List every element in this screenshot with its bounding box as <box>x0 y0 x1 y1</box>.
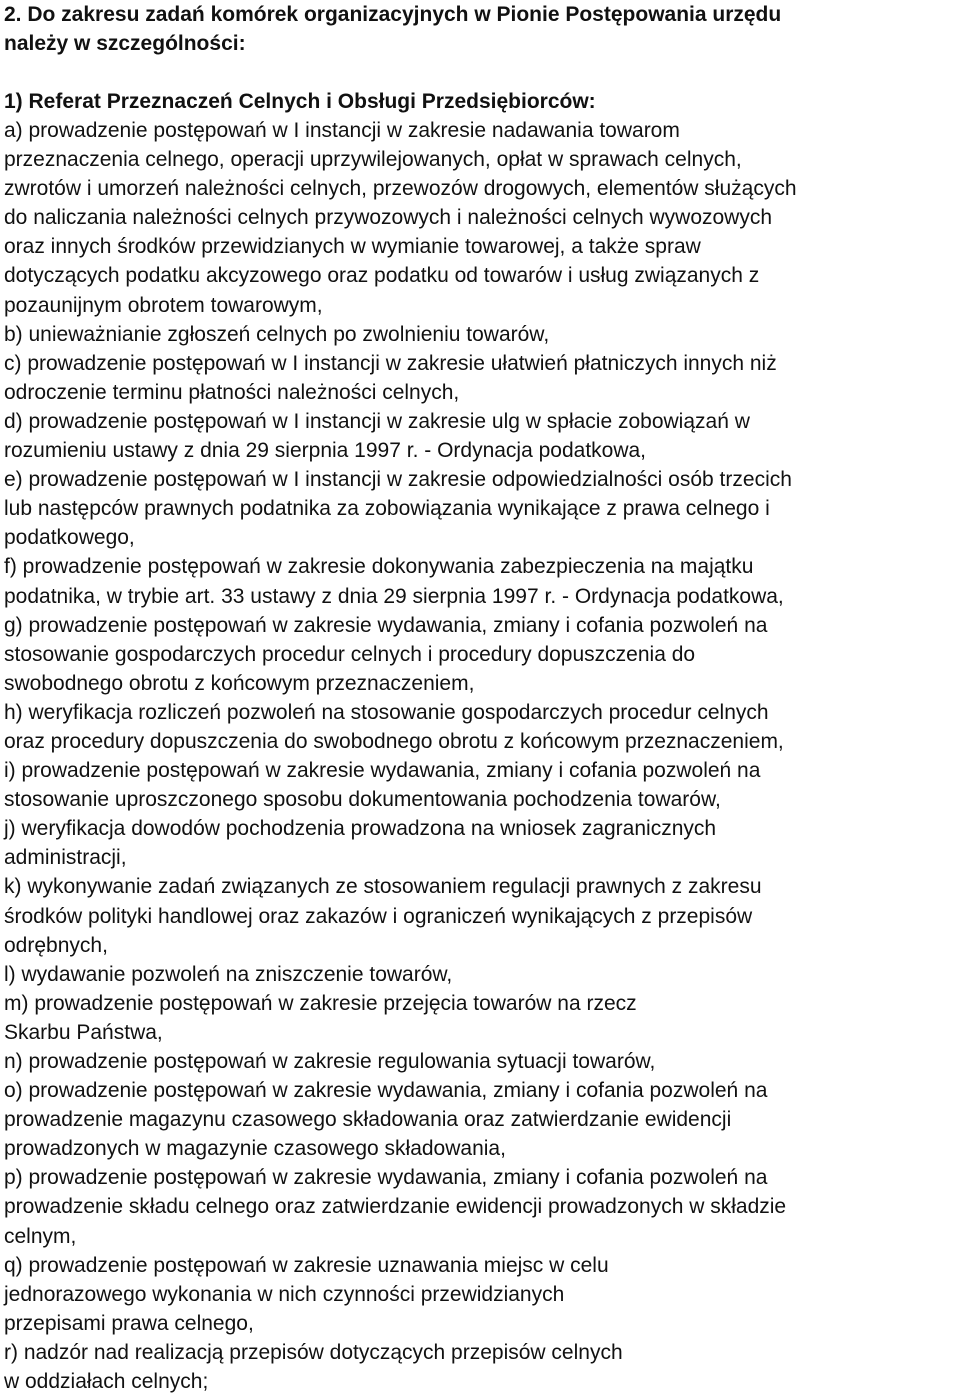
task-list-item-line: dotyczących podatku akcyzowego oraz podatku od towarów i usług związanych z <box>4 264 760 288</box>
heading-line: należy w szczególności: <box>4 32 246 55</box>
task-list-item-line: jednorazowego wykonania w nich czynności przewidzianych <box>4 1282 565 1306</box>
task-list-item-line: przeznaczenia celnego, operacji uprzywilejowanych, opłat w sprawach celnych, <box>4 148 742 172</box>
task-list-item-line: podatkowego, <box>4 526 135 550</box>
task-list-item-line: celnym, <box>4 1224 77 1248</box>
task-list-item-line: c) prowadzenie postępowań w I instancji w zakresie ułatwień płatniczych innych niż <box>4 351 777 375</box>
task-list-item <box>4 1076 956 1163</box>
task-list-item-line: przepisami prawa celnego, <box>4 1311 254 1335</box>
task-list-item <box>4 1047 956 1076</box>
task-list-item-line: b) unieważnianie zgłoszeń celnych po zwolnieniu towarów, <box>4 322 550 346</box>
task-list-item <box>4 989 956 1047</box>
task-list-item-line: stosowanie gospodarczych procedur celnych i procedury dopuszczenia do <box>4 642 696 666</box>
task-list-item-line: prowadzonych w magazynie czasowego składowania, <box>4 1137 506 1161</box>
heading-line: 2. Do zakresu zadań komórek organizacyjnych w Pionie Postępowania urzędu <box>4 3 782 26</box>
task-list-item-line: stosowanie uproszczonego sposobu dokumentowania pochodzenia towarów, <box>4 788 721 812</box>
task-list-item-line: rozumieniu ustawy z dnia 29 sierpnia 1997 r. - Ordynacja podatkowa, <box>4 439 647 463</box>
task-list-item-line: do naliczania należności celnych przywozowych i należności celnych wywozowych <box>4 206 773 230</box>
task-list-item-line: f) prowadzenie postępowań w zakresie dokonywania zabezpieczenia na majątku <box>4 555 754 579</box>
task-list-item <box>4 698 956 756</box>
task-list-item-line: zwrotów i umorzeń należności celnych, przewozów drogowych, elementów służących <box>4 177 797 201</box>
section-title: 1) Referat Przeznaczeń Celnych i Obsługi Przedsiębiorców: <box>4 90 596 113</box>
task-list-item-line: i) prowadzenie postępowań w zakresie wydawania, zmiany i cofania pozwoleń na <box>4 759 761 783</box>
task-list-item-line: podatnika, w trybie art. 33 ustawy z dnia 29 sierpnia 1997 r. - Ordynacja podatkowa, <box>4 584 784 608</box>
task-list-item-line: oraz innych środków przewidzianych w wymianie towarowej, a także spraw <box>4 235 701 259</box>
document-heading <box>4 0 956 58</box>
task-list-item-line: j) weryfikacja dowodów pochodzenia prowadzona na wniosek zagranicznych <box>4 817 717 841</box>
task-list-item-line: odroczenie terminu płatności należności celnych, <box>4 380 460 404</box>
task-list-item-line: d) prowadzenie postępowań w I instancji w zakresie ulg w spłacie zobowiązań w <box>4 409 750 433</box>
task-list-item <box>4 407 956 465</box>
task-list-item-line: w oddziałach celnych; <box>4 1370 209 1394</box>
task-list-item-line: pozaunijnym obrotem towarowym, <box>4 293 323 317</box>
task-list-item-line: m) prowadzenie postępowań w zakresie przejęcia towarów na rzecz <box>4 991 637 1015</box>
task-list-item-line: n) prowadzenie postępowań w zakresie regulowania sytuacji towarów, <box>4 1050 656 1073</box>
task-list-item-line: środków polityki handlowej oraz zakazów i ograniczeń wynikających z przepisów <box>4 904 753 928</box>
task-list <box>4 116 956 1396</box>
task-list-item-line: o) prowadzenie postępowań w zakresie wydawania, zmiany i cofania pozwoleń na <box>4 1079 768 1103</box>
task-list-item-line: lub następców prawnych podatnika za zobowiązania wynikające z prawa celnego i <box>4 497 770 521</box>
task-list-item <box>4 611 956 698</box>
task-list-item-line: p) prowadzenie postępowań w zakresie wydawania, zmiany i cofania pozwoleń na <box>4 1166 768 1190</box>
task-list-item <box>4 465 956 552</box>
task-list-item-line: odrębnych, <box>4 933 108 957</box>
task-list-item <box>4 349 956 407</box>
task-list-item <box>4 960 956 989</box>
task-list-item <box>4 1163 956 1250</box>
task-list-item-line: r) nadzór nad realizacją przepisów dotyczących przepisów celnych <box>4 1340 623 1364</box>
task-list-item <box>4 320 956 349</box>
task-list-item-line: a) prowadzenie postępowań w I instancji w zakresie nadawania towarom <box>4 119 680 142</box>
task-list-item-line: e) prowadzenie postępowań w I instancji w zakresie odpowiedzialności osób trzecich <box>4 468 792 492</box>
task-list-item <box>4 116 956 320</box>
task-list-item <box>4 552 956 610</box>
task-list-item-line: prowadzenie składu celnego oraz zatwierdzanie ewidencji prowadzonych w składzie <box>4 1195 787 1219</box>
task-list-item <box>4 814 956 872</box>
task-list-item-line: oraz procedury dopuszczenia do swobodnego obrotu z końcowym przeznaczeniem, <box>4 729 784 753</box>
task-list-item-line: g) prowadzenie postępowań w zakresie wydawania, zmiany i cofania pozwoleń na <box>4 613 768 637</box>
task-list-item-line: h) weryfikacja rozliczeń pozwoleń na stosowanie gospodarczych procedur celnych <box>4 700 769 724</box>
task-list-item-line: administracji, <box>4 846 127 870</box>
task-list-item-line: k) wykonywanie zadań związanych ze stosowaniem regulacji prawnych z zakresu <box>4 875 762 899</box>
task-list-item <box>4 756 956 814</box>
task-list-item-line: l) wydawanie pozwoleń na zniszczenie towarów, <box>4 962 453 986</box>
task-list-item-line: swobodnego obrotu z końcowym przeznaczeniem, <box>4 671 475 695</box>
task-list-item-line: q) prowadzenie postępowań w zakresie uznawania miejsc w celu <box>4 1253 609 1277</box>
task-list-item <box>4 1338 956 1396</box>
task-list-item-line: Skarbu Państwa, <box>4 1020 163 1044</box>
task-list-item <box>4 1251 956 1338</box>
task-list-item <box>4 872 956 959</box>
document-page <box>4 0 956 1396</box>
task-list-item-line: prowadzenie magazynu czasowego składowania oraz zatwierdzanie ewidencji <box>4 1108 732 1132</box>
